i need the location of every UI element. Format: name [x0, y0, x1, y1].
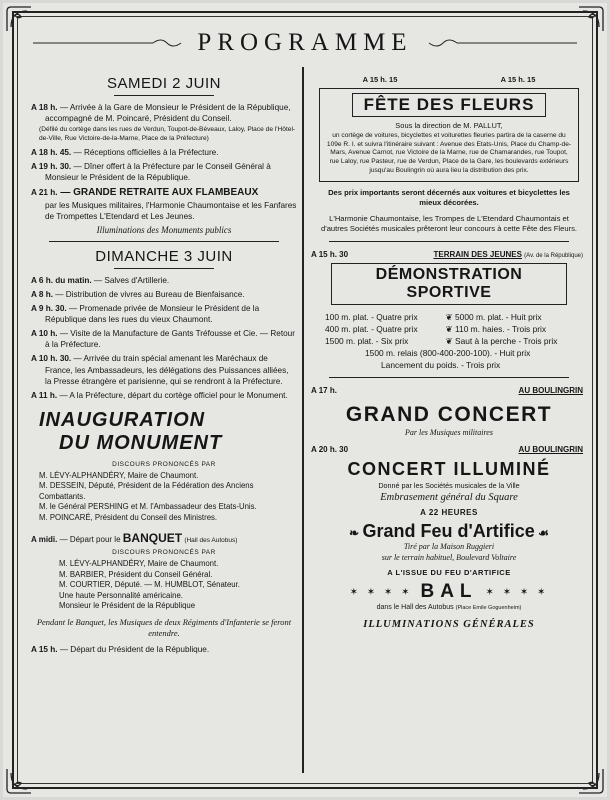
sport-relay: 1500 m. relais (800-400-200-100). - Huit prix [365, 348, 531, 359]
banquet-music-note: Pendant le Banquet, les Musiques de deux Régiments d'Infanterie se feront entendre. [36, 616, 292, 638]
event-item: A 15 h. — Départ du Président de la République. [31, 644, 210, 654]
fete-times: A 15 h. 15 A 15 h. 15 [362, 75, 536, 84]
speeches-heading: DISCOURS PRONONCÉS PAR [112, 549, 216, 557]
heading-rule [114, 268, 214, 269]
speeches-heading: DISCOURS PRONONCÉS PAR [112, 460, 216, 468]
event-item: A 11 h. — A la Préfecture, départ du cortège officiel pour le Monument. [31, 390, 288, 400]
ball-title: ✶ ✶ ✶ ✶ BAL ✶ ✶ ✶ ✶ [349, 581, 549, 603]
sport-row: 400 m. plat. - Quatre prix ❦ 110 m. haies. - Trois prix [325, 323, 547, 334]
concert2-sub: Donné par les Sociétés musicales de la Ville [378, 481, 520, 491]
route-note: (Défilé du cortège dans les rues de Verdun, Toupot-de-Béveaux, Laloy, Place de l'Hôtel-de-Ville, Rue Victoire-de-la-Marne, Place de la Préfecture) [39, 126, 296, 142]
fete-music: L'Harmonie Chaumontaise, les Trompes de L'Etendard Chaumontais et d'autres Sociétés musicales prêteront leur concours à cette Fête des Fleurs. [321, 214, 577, 234]
ball-intro: A L'ISSUE DU FEU D'ARTIFICE [387, 568, 511, 578]
speaker-item: M. LÉVY-ALPHANDÉRY, Maire de Chaumont. [59, 559, 219, 569]
fireworks-time: A 22 HEURES [420, 508, 478, 518]
fete-prizes: Des prix importants seront décernés aux voitures et bicyclettes les mieux décorées. [328, 187, 570, 207]
banquet-event: A midi. — Départ pour le BANQUET (Hall des Autobus) [31, 531, 238, 546]
section-rule [329, 241, 569, 242]
sport-title: DÉMONSTRATION SPORTIVE [331, 263, 567, 305]
ball-place: dans le Hall des Autobus (Place Emile Goguenheim) [376, 604, 522, 612]
speaker-item: Monsieur le Président de la République [59, 601, 196, 611]
fireworks-sub1: Tiré par la Maison Ruggieri [403, 542, 495, 552]
speaker-item: Une haute Personnalité américaine. [59, 590, 183, 600]
heading-rule [114, 95, 214, 96]
column-divider [302, 67, 304, 773]
illuminations-note: Illuminations des Monuments publics [96, 225, 232, 236]
event-item: A 8 h. — Distribution de vivres au Bureau de Bienfaisance. [31, 290, 245, 300]
event-item: A 9 h. 30. — Promenade privée de Monsieur le Président de la République dans les rues du vieux Chaumont. [31, 304, 260, 325]
corner-ornament-icon [577, 767, 605, 795]
event-item: A 18 h. 45. — Réceptions officielles à la Préfecture. [31, 148, 219, 158]
left-column [31, 75, 297, 658]
fete-des-fleurs-box [319, 88, 579, 182]
section-rule [49, 241, 279, 242]
inauguration-heading: INAUGURATION DU MONUMENT [39, 408, 223, 454]
saturday-heading: SAMEDI 2 JUIN [106, 75, 222, 92]
fireworks-sub2: sur le terrain habituel, Boulevard Voltaire [381, 552, 517, 562]
event-item: A 10 h. 30. — Arrivée du train spécial amenant les Maréchaux de France, les Ambassadeurs, les délégations des Puissances alliées, la Presse étrangère et parisienne, qui se rendront à la Préfecture. [31, 354, 289, 386]
concert-sub: Par les Musiques militaires [405, 428, 493, 438]
event-item: A 19 h. 30. — Dîner offert à la Préfecture par le Conseil Général à Monsieur le Président de la République. [31, 162, 271, 183]
section-rule [329, 377, 569, 378]
fete-description: un cortège de voitures, bicyclettes et voiturettes fleuries partira de la caserne du 109e R. I. et suivra l'itinéraire suivant : Avenue des Etats-Unis, Place du Champ-de-Mars, Avenue Carnot, rue Victoire de la Marne, rue de Chamarandes, rue Toupot, rue Laloy, rue Pasteur, rue de Verdun, Place de la Gare, les boulevards extérieurs jusqu'au Boulingrin où aura lieu la distribution des prix. [326, 132, 572, 174]
event-item: A 18 h. — Arrivée à la Gare de Monsieur le Président de la République, accompagné de M. Poincaré, Président du Conseil. [31, 103, 291, 124]
fete-title: FÊTE DES FLEURS [352, 93, 546, 117]
sport-row: 1500 m. plat. - Six prix ❦ Saut à la perche - Trois prix [325, 335, 558, 346]
speaker-item: M. BARBIER, Président du Conseil Général. [59, 569, 213, 579]
retraite-event: A 21 h. — GRANDE RETRAITE AUX FLAMBEAUX par les Musiques militaires, l'Harmonie Chaumontaise et les Fanfares de Trompettes L'Etendard et Les Jeunes. [31, 187, 297, 221]
speaker-item: M. COURTIER, Député. — M. HUMBLOT, Sénateur. [59, 580, 240, 590]
sport-prizes [311, 311, 587, 372]
event-item: A 10 h. — Visite de la Manufacture de Gants Tréfousse et Cie. — Retour à la Préfecture. [31, 329, 295, 350]
sport-header: A 15 h. 30 TERRAIN DES JEUNES (Av. de la République) [311, 249, 583, 259]
speaker-item: M. DESSEIN, Député, Président de la Fédération des Anciens Combattants. [39, 481, 254, 501]
corner-ornament-icon [5, 767, 33, 795]
embrasement-line: Embrasement général du Square [380, 492, 518, 504]
sport-row: 100 m. plat. - Quatre prix ❦ 5000 m. plat. - Huit prix [325, 311, 542, 322]
programme-sheet [3, 3, 607, 797]
sunday-heading: DIMANCHE 3 JUIN [95, 248, 233, 266]
speaker-item: M. LÉVY-ALPHANDÉRY, Maire de Chaumont. [39, 470, 199, 480]
event-item: A 6 h. du matin. — Salves d'Artillerie. [31, 276, 170, 286]
right-column [311, 75, 587, 630]
grand-concert-title: GRAND CONCERT [345, 403, 553, 427]
page-title: PROGRAMME [197, 29, 413, 56]
general-illuminations: ILLUMINATIONS GÉNÉRALES [363, 619, 535, 631]
fete-direction: Sous la direction de M. PALLUT, [395, 121, 503, 130]
title-flourish-right-icon [427, 38, 577, 48]
fireworks-title: ❧ Grand Feu d'Artifice ☙ [349, 521, 549, 542]
concert2-header: A 20 h. 30 AU BOULINGRIN [311, 445, 583, 455]
speaker-item: M. le Général PERSHING et M. l'Ambassadeur des Etats-Unis. [39, 502, 257, 512]
concert-illumine-title: CONCERT ILLUMINÉ [347, 459, 551, 480]
speaker-item: M. POINCARÉ, Président du Conseil des Ministres. [39, 512, 218, 522]
concert-header: A 17 h. AU BOULINGRIN [311, 386, 583, 396]
sport-weight: Lancement du poids. - Trois prix [381, 360, 501, 371]
